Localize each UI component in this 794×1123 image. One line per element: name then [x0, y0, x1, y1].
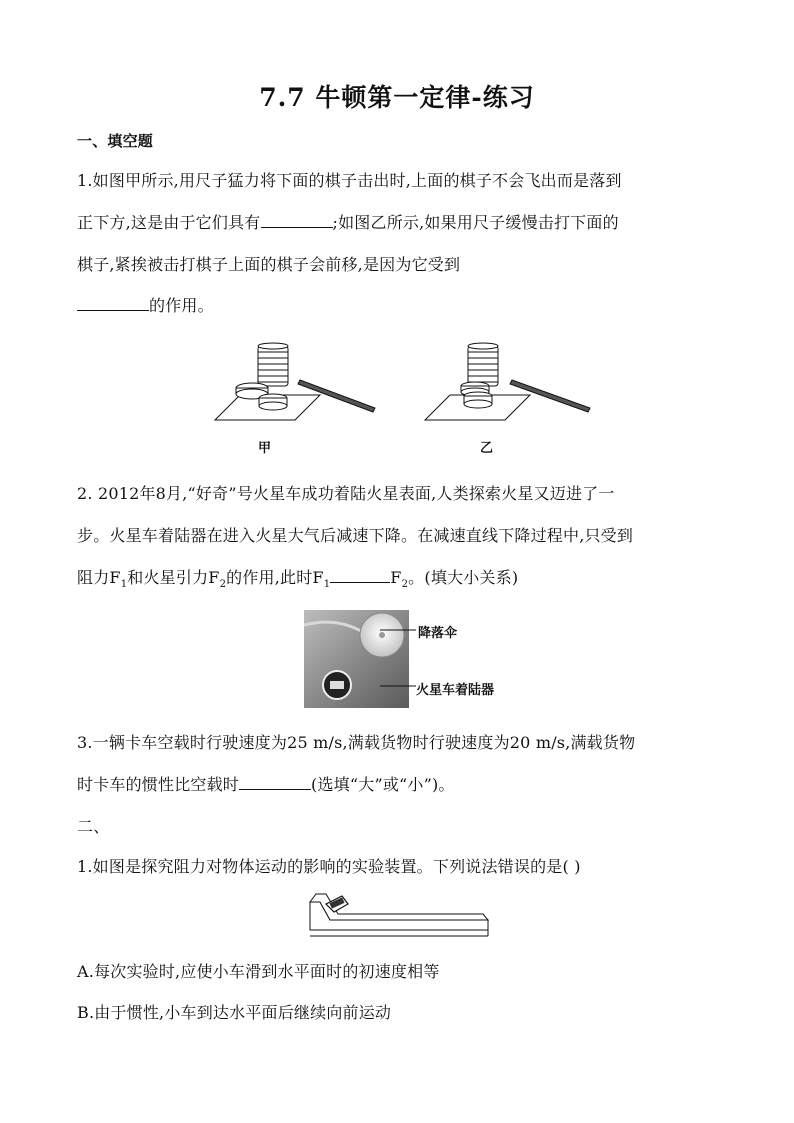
q3-answer-blank[interactable] — [239, 775, 311, 790]
q2-line3 — [77, 568, 518, 595]
q4-option-b: B.由于惯性,小车到达水平面后继续向前运动 — [77, 1003, 392, 1022]
section-heading-fill-blank: 一、填空题 — [77, 132, 154, 150]
q3-text-b: (选填“大”或“小”)。 — [311, 775, 455, 794]
q1-line2-text-b: ;如图乙所示,如果用尺子缓慢击打下面的 — [332, 213, 619, 232]
q2-text-c: 的作用,此时F — [226, 568, 324, 587]
q2-sub-2: 2 — [219, 579, 227, 591]
q1-answer-blank-2[interactable] — [77, 296, 149, 311]
q1-line4 — [77, 296, 214, 316]
q1-line2-text-a: 正下方,这是由于它们具有 — [77, 213, 261, 232]
q3-text-a: 时卡车的惯性比空载时 — [77, 775, 240, 794]
q4-line1: 1.如图是探究阻力对物体运动的影响的实验装置。下列说法错误的是( ) — [77, 857, 581, 876]
section-heading-2: 二、 — [77, 817, 110, 836]
q1-answer-blank-1[interactable] — [261, 213, 333, 228]
figure-jia-chess-pieces — [210, 340, 380, 425]
q1-line2 — [77, 213, 619, 233]
q4-option-a: A.每次实验时,应使小车滑到水平面时的初速度相等 — [77, 962, 440, 981]
figure-label-yi: 乙 — [480, 441, 494, 456]
q1-line3: 棋子,紧挨被击打棋子上面的棋子会前移,是因为它受到 — [77, 255, 461, 274]
q2-text-e: 。(填大小关系) — [408, 568, 519, 587]
figure-label-jia: 甲 — [258, 441, 272, 456]
label-parachute: 降落伞 — [418, 626, 458, 641]
q2-sub-4: 2 — [401, 579, 409, 591]
q2-line1: 2. 2012年8月,“好奇”号火星车成功着陆火星表面,人类探索火星又迈进了一 — [77, 484, 615, 503]
q2-sub-1: 1 — [120, 579, 128, 591]
label-leader-lines — [380, 620, 420, 700]
q3-line2 — [77, 775, 455, 795]
q2-answer-blank[interactable] — [330, 568, 390, 583]
q2-text-b: 和火星引力F — [127, 568, 220, 587]
q1-line4-text: 的作用。 — [149, 296, 214, 315]
q2-text-a: 阻力F — [77, 568, 121, 587]
figure-yi-chess-pieces — [420, 340, 595, 425]
page-title: 7.7 牛顿第一定律-练习 — [259, 83, 535, 112]
ramp-cart-apparatus — [308, 890, 493, 940]
label-mars-lander: 火星车着陆器 — [416, 683, 495, 698]
q2-sub-3: 1 — [323, 579, 331, 591]
q1-line1: 1.如图甲所示,用尺子猛力将下面的棋子击出时,上面的棋子不会飞出而是落到 — [77, 171, 622, 190]
q3-line1: 3.一辆卡车空载时行驶速度为25 m/s,满载货物时行驶速度为20 m/s,满载货物 — [77, 733, 636, 752]
q2-text-d: F — [390, 568, 402, 587]
q2-line2: 步。火星车着陆器在进入火星大气后减速下降。在减速直线下降过程中,只受到 — [77, 526, 634, 545]
